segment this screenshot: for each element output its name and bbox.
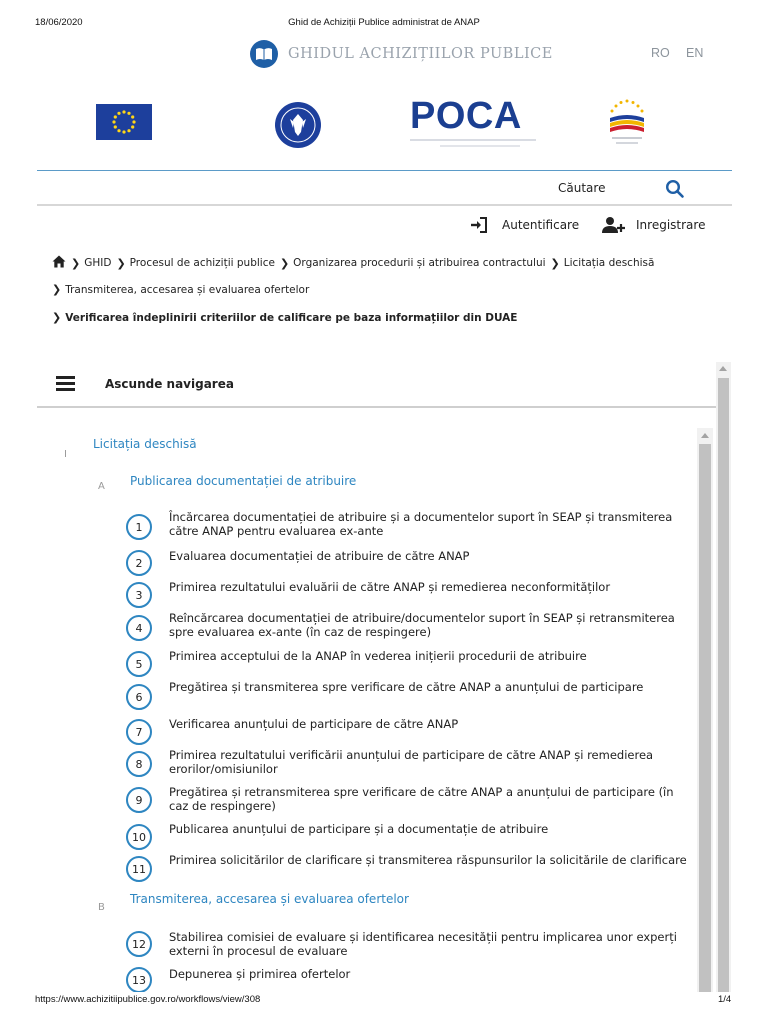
print-page-number: 1/4 <box>718 994 732 1005</box>
subsection-link[interactable]: Publicarea documentației de atribuire <box>130 474 357 488</box>
login-icon <box>470 217 488 233</box>
hamburger-menu-icon[interactable] <box>56 376 75 390</box>
breadcrumb-item-transmiterea[interactable]: Transmiterea, accesarea și evaluarea ofertelor <box>65 283 310 296</box>
chevron-right-icon: ❯ <box>52 283 62 296</box>
breadcrumb-item-licitatia[interactable]: Licitația deschisă <box>563 257 655 269</box>
print-title: Ghid de Achiziții Publice administrat de ANAP <box>288 17 480 28</box>
step-link[interactable]: Primirea solicitărilor de clarificare și transmiterea răspunsurilor la solicitările de clarificare <box>169 853 687 867</box>
print-footer <box>0 994 768 1008</box>
scrollbar-thumb[interactable] <box>699 444 711 992</box>
add-user-icon <box>602 216 626 234</box>
step-number: 3 <box>126 582 152 608</box>
section-number: I <box>64 449 67 460</box>
page-scrollbar[interactable] <box>716 362 731 992</box>
step-number: 7 <box>126 719 152 745</box>
nav-scrollbar[interactable] <box>697 428 713 992</box>
step-link[interactable]: Pregătirea și retransmiterea spre verificare de către ANAP a anunțului de participare (în caz de respingere) <box>169 785 674 813</box>
step-link[interactable]: Încărcarea documentației de atribuire și a documentelor suport în SEAP și transmiterea către ANAP pentru evaluarea ex-ante <box>169 510 673 538</box>
breadcrumb-item-ghid[interactable]: GHID <box>84 257 112 269</box>
nav-toggle[interactable] <box>37 362 716 408</box>
step-link[interactable]: Stabilirea comisiei de evaluare și identificarea necesității pentru implicarea unor experți externi în procesul de evaluare <box>169 930 677 958</box>
home-icon[interactable] <box>52 255 66 271</box>
search-label[interactable]: Căutare <box>558 181 606 195</box>
step-number: 1 <box>126 514 152 540</box>
breadcrumb-current: Verificarea îndeplinirii criteriilor de calificare pe baza informațiilor din DUAE <box>65 311 518 324</box>
chevron-right-icon: ❯ <box>550 256 560 270</box>
step-number: 12 <box>126 931 152 957</box>
login-link[interactable] <box>470 215 579 235</box>
step-link[interactable]: Publicarea anunțului de participare și a documentație de atribuire <box>169 822 549 836</box>
step-number: 9 <box>126 787 152 813</box>
breadcrumb <box>52 255 654 271</box>
chevron-right-icon: ❯ <box>279 256 290 270</box>
chevron-right-icon: ❯ <box>116 256 126 270</box>
step-link[interactable]: Primirea rezultatului evaluării de către ANAP și remedierea neconformităților <box>169 580 611 594</box>
language-ro-link[interactable]: RO <box>651 46 670 60</box>
step-link[interactable]: Reîncărcarea documentației de atribuire/documentelor suport în SEAP și retransmiterea spre evaluarea ex-ante (în caz de respingere) <box>169 611 675 639</box>
register-link[interactable] <box>602 215 705 235</box>
subsection-letter: B <box>98 902 105 913</box>
step-number: 4 <box>126 615 152 641</box>
breadcrumb-item-organizarea[interactable]: Organizarea procedurii și atribuirea contractului <box>293 257 546 269</box>
eu-flag-logo <box>96 104 152 140</box>
login-label: Autentificare <box>502 218 580 232</box>
poca-logo-text: POCA <box>410 95 522 137</box>
step-link[interactable]: Pregătirea și transmiterea spre verificare de către ANAP a anunțului de participare <box>169 680 644 694</box>
step-link[interactable]: Verificarea anunțului de participare de către ANAP <box>169 717 459 731</box>
register-label: Inregistrare <box>636 218 706 232</box>
print-date: 18/06/2020 <box>35 17 83 28</box>
section-link[interactable]: Licitația deschisă <box>93 437 197 451</box>
step-link[interactable]: Depunerea și primirea ofertelor <box>169 967 351 981</box>
scrollbar-thumb[interactable] <box>718 378 729 992</box>
government-logo <box>273 100 323 150</box>
site-logo[interactable] <box>250 39 553 69</box>
step-number: 13 <box>126 967 152 992</box>
print-header <box>0 17 768 31</box>
breadcrumb-item-procesul[interactable]: Procesul de achiziții publice <box>129 257 275 269</box>
site-name: GHIDUL ACHIZIȚIILOR PUBLICE <box>288 46 553 62</box>
step-number: 2 <box>126 550 152 576</box>
step-number: 11 <box>126 856 152 882</box>
breadcrumb-row-2 <box>52 283 309 296</box>
chevron-right-icon: ❯ <box>71 256 81 270</box>
hide-navigation-button[interactable]: Ascunde navigarea <box>105 377 234 391</box>
search-icon[interactable] <box>665 179 685 199</box>
step-link[interactable]: Primirea rezultatului verificării anunțului de participare de către ANAP și remedierea erorilor/omisiunilor <box>169 748 654 776</box>
nav-tree <box>37 428 697 992</box>
print-url: https://www.achizitiipublice.gov.ro/workflows/view/308 <box>35 994 261 1005</box>
step-number: 6 <box>126 684 152 710</box>
step-number: 10 <box>126 824 152 850</box>
step-link[interactable]: Evaluarea documentației de atribuire de către ANAP <box>169 549 470 563</box>
poca-logo <box>410 94 536 152</box>
search-bar[interactable] <box>37 170 732 206</box>
step-link[interactable]: Primirea acceptului de la ANAP în vederea inițierii procedurii de atribuire <box>169 649 587 663</box>
book-icon <box>250 40 278 68</box>
subsection-link[interactable]: Transmiterea, accesarea și evaluarea ofertelor <box>130 892 409 906</box>
scroll-up-arrow-icon[interactable] <box>719 366 727 371</box>
workflow-navigation <box>37 362 731 992</box>
language-en-link[interactable]: EN <box>686 46 704 60</box>
breadcrumb-row-3 <box>52 311 517 324</box>
chevron-right-icon: ❯ <box>52 311 62 324</box>
scroll-up-arrow-icon[interactable] <box>701 433 709 438</box>
subsection-letter: A <box>98 481 105 492</box>
step-number: 5 <box>126 651 152 677</box>
institution-logo <box>604 96 650 152</box>
step-number: 8 <box>126 751 152 777</box>
